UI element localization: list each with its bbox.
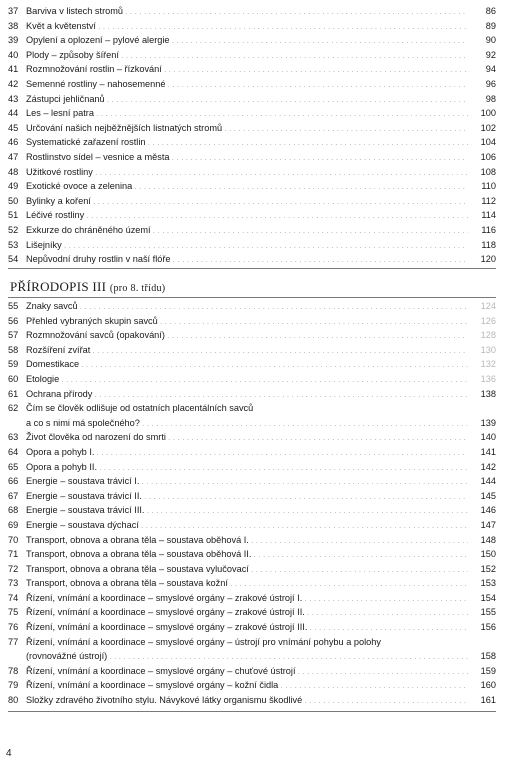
toc-entry [8, 357, 496, 372]
toc-entry [8, 649, 496, 664]
entry-page: 89 [485, 20, 496, 31]
entry-number: 37 [8, 6, 19, 16]
entry-page: 160 [480, 680, 496, 691]
entry-number: 43 [8, 93, 19, 104]
toc-entry [8, 92, 496, 107]
entry-page: 92 [485, 49, 496, 60]
entry-number: 71 [8, 549, 19, 560]
entry-title: Přehled vybraných skupin savců . . . [26, 314, 468, 331]
entry-number: 54 [8, 254, 19, 265]
entry-title: Transport, obnova a obrana těla – soustava kožní . . . [26, 576, 468, 593]
entry-number: 49 [8, 181, 19, 192]
entry-title: Čím se člověk odlišuje od ostatních placentálních savců [26, 403, 254, 414]
entry-number: 59 [8, 359, 19, 370]
entry-number: 62 [8, 403, 19, 414]
section-divider-bottom [8, 297, 496, 298]
entry-number: 50 [8, 195, 19, 206]
section-title: PŘÍRODOPIS III [10, 279, 107, 294]
entry-page: 136 [480, 373, 496, 384]
entry-page: 118 [481, 239, 496, 250]
entry-page: 142 [480, 461, 496, 472]
entry-number: 45 [8, 122, 19, 133]
toc-entry [8, 693, 496, 708]
entry-page: 96 [485, 78, 496, 89]
toc-entry [8, 474, 496, 489]
toc-entry [8, 401, 496, 416]
entry-title: Řízení, vnímání a koordinace – smyslové orgány – kožní čidla . . . [26, 678, 468, 695]
toc-entry [8, 518, 496, 533]
toc-entry [8, 194, 496, 209]
toc-entry [8, 591, 496, 606]
entry-number: 44 [8, 108, 19, 119]
entry-title: Řízení, vnímání a koordinace – smyslové orgány – zrakové ústrojí III. . . . [26, 620, 468, 637]
entry-page: 156 [480, 622, 496, 633]
entry-number: 78 [8, 665, 19, 676]
entry-title: a co s nimi má společného? . . . [26, 416, 468, 433]
entry-number: 67 [8, 490, 19, 501]
entry-page: 158 [480, 651, 496, 662]
toc-entry [8, 387, 496, 402]
entry-page: 114 [481, 210, 496, 221]
toc-list-part2 [8, 299, 496, 708]
entry-page: 140 [480, 432, 496, 443]
toc-entry [8, 635, 496, 650]
entry-title: Plody – způsoby šíření . . . [26, 48, 468, 65]
entry-number: 65 [8, 461, 19, 472]
entry-page: 161 [480, 695, 496, 706]
entry-number: 38 [8, 20, 19, 31]
entry-title: Nepůvodní druhy rostlin v naší flóře . . . [26, 252, 468, 269]
entry-number: 72 [8, 563, 19, 574]
toc-entry [8, 576, 496, 591]
toc-entry [8, 33, 496, 48]
list-end-divider [8, 711, 496, 712]
entry-number: 58 [8, 344, 19, 355]
entry-title: Rozmnožování savců (opakování) . . . [26, 328, 468, 345]
toc-entry [8, 605, 496, 620]
entry-title: Systematické zařazení rostlin . . . [26, 135, 468, 152]
entry-number: 48 [8, 166, 19, 177]
toc-entry [8, 314, 496, 329]
entry-title: Transport, obnova a obrana těla – soustava oběhová I. . . . [26, 533, 468, 550]
entry-title: Ochrana přírody . . . [26, 387, 468, 404]
entry-number: 55 [8, 301, 19, 311]
entry-page: 154 [480, 592, 496, 603]
entry-number: 68 [8, 505, 19, 516]
entry-title: Řízení, vnímání a koordinace – smyslové orgány – zrakové ústrojí II. . . . [26, 605, 468, 622]
entry-title: Energie – soustava trávicí III. . . . [26, 503, 468, 520]
toc-entry [8, 445, 496, 460]
entry-page: 130 [480, 344, 496, 355]
toc-entry [8, 62, 496, 77]
entry-number: 69 [8, 519, 19, 530]
entry-title: Energie – soustava dýchací . . . [26, 518, 468, 535]
entry-page: 144 [480, 476, 496, 487]
toc-entry [8, 372, 496, 387]
entry-page: 112 [481, 195, 496, 206]
toc-entry [8, 252, 496, 267]
entry-title: Znaky savců . . . [26, 299, 468, 316]
entry-title: Barviva v listech stromů . . . [26, 4, 468, 21]
entry-page: 145 [480, 490, 496, 501]
entry-number: 60 [8, 373, 19, 384]
entry-number: 47 [8, 151, 19, 162]
entry-title: Energie – soustava trávicí I. . . . [26, 474, 468, 491]
entry-number: 77 [8, 636, 19, 647]
entry-title: Transport, obnova a obrana těla – soustava vylučovací . . . [26, 562, 468, 579]
entry-page: 126 [480, 315, 496, 326]
toc-entry [8, 562, 496, 577]
entry-page: 159 [480, 665, 496, 676]
entry-title: Zástupci jehličnanů . . . [26, 92, 468, 109]
entry-number: 61 [8, 388, 19, 399]
entry-page: 152 [480, 563, 496, 574]
entry-title: Květ a květenství . . . [26, 19, 468, 36]
entry-title: Transport, obnova a obrana těla – soustava oběhová II. . . . [26, 547, 468, 564]
toc-entry [8, 106, 496, 121]
toc-entry [8, 328, 496, 343]
toc-entry [8, 460, 496, 475]
entry-page: 120 [480, 254, 496, 265]
entry-page: 155 [480, 607, 496, 618]
toc-entry [8, 299, 496, 314]
toc-entry [8, 489, 496, 504]
entry-title: Opora a pohyb I. . . . [26, 445, 468, 462]
section-subtitle: (pro 8. třídu) [109, 283, 166, 294]
entry-page: 132 [480, 359, 496, 370]
entry-page: 86 [485, 6, 496, 16]
entry-page: 90 [485, 35, 496, 46]
toc-entry [8, 620, 496, 635]
toc-entry [8, 150, 496, 165]
entry-page: 104 [480, 137, 496, 148]
toc-entry [8, 503, 496, 518]
entry-page: 94 [485, 64, 496, 75]
entry-title: Řízení, vnímání a koordinace – smyslové orgány – zrakové ústrojí I. . . . [26, 591, 468, 608]
entry-page: 150 [480, 549, 496, 560]
toc-entry [8, 4, 496, 19]
entry-title: Rozšíření zvířat . . . [26, 343, 468, 360]
entry-title: Les – lesní patra . . . [26, 106, 468, 123]
entry-title: Exkurze do chráněného území . . . [26, 223, 468, 240]
entry-number: 76 [8, 622, 19, 633]
entry-page: 100 [480, 108, 496, 119]
entry-title: (rovnovážné ústrojí) . . . [26, 649, 468, 666]
entry-number: 40 [8, 49, 19, 60]
toc-entry [8, 165, 496, 180]
entry-title: Energie – soustava trávicí II. . . . [26, 489, 468, 506]
toc-entry [8, 547, 496, 562]
toc-entry [8, 121, 496, 136]
entry-title: Rostlinstvo sídel – vesnice a města . . . [26, 150, 468, 167]
entry-number: 56 [8, 315, 19, 326]
toc-entry [8, 238, 496, 253]
entry-number: 46 [8, 137, 19, 148]
entry-page: 147 [480, 519, 496, 530]
page-number: 4 [6, 748, 12, 759]
entry-page: 139 [480, 417, 496, 428]
toc-entry [8, 223, 496, 238]
entry-title: Opora a pohyb II. . . . [26, 460, 468, 477]
entry-number: 53 [8, 239, 19, 250]
entry-title: Určování našich nejběžnějších listnatých stromů . . . [26, 121, 468, 138]
entry-title: Řízení, vnímání a koordinace – smyslové orgány – ústrojí pro vnímání pohybu a polohy [26, 636, 381, 647]
entry-title: Opylení a oplození – pylové alergie . . . [26, 33, 468, 50]
section-heading [10, 279, 165, 295]
entry-number: 79 [8, 680, 19, 691]
toc-entry [8, 77, 496, 92]
entry-page: 153 [480, 578, 496, 589]
entry-number: 75 [8, 607, 19, 618]
entry-page: 128 [480, 330, 496, 341]
entry-number: 74 [8, 592, 19, 603]
entry-number: 42 [8, 78, 19, 89]
entry-title: Život člověka od narození do smrti . . . [26, 430, 468, 447]
toc-entry [8, 208, 496, 223]
entry-page: 146 [480, 505, 496, 516]
entry-title: Exotické ovoce a zelenina . . . [26, 179, 468, 196]
entry-number: 70 [8, 534, 19, 545]
toc-entry [8, 430, 496, 445]
entry-page: 116 [481, 224, 496, 235]
entry-title: Bylinky a koření . . . [26, 194, 468, 211]
entry-number: 63 [8, 432, 19, 443]
entry-number: 80 [8, 695, 19, 706]
toc-list-part1 [8, 4, 496, 267]
entry-number: 57 [8, 330, 19, 341]
toc-entry [8, 179, 496, 194]
entry-page: 110 [481, 181, 496, 192]
toc-entry [8, 135, 496, 150]
entry-page: 102 [480, 122, 496, 133]
toc-entry [8, 343, 496, 358]
entry-number: 39 [8, 35, 19, 46]
entry-number: 52 [8, 224, 19, 235]
entry-number: 41 [8, 64, 19, 75]
entry-page: 108 [480, 166, 496, 177]
entry-title: Užitkové rostliny . . . [26, 165, 468, 182]
entry-title: Lišejníky . . . [26, 238, 468, 255]
entry-title: Semenné rostliny – nahosemenné . . . [26, 77, 468, 94]
toc-entry [8, 533, 496, 548]
entry-number: 73 [8, 578, 19, 589]
entry-page: 98 [485, 93, 496, 104]
entry-number: 64 [8, 446, 19, 457]
entry-title: Domestikace . . . [26, 357, 468, 374]
entry-page: 141 [480, 446, 496, 457]
entry-title: Rozmnožování rostlin – řízkování . . . [26, 62, 468, 79]
entry-page: 106 [480, 151, 496, 162]
toc-entry [8, 19, 496, 34]
entry-title: Řízení, vnímání a koordinace – smyslové orgány – chuťové ústrojí . . . [26, 664, 468, 681]
toc-entry [8, 664, 496, 679]
entry-title: Etologie . . . [26, 372, 468, 389]
toc-entry [8, 678, 496, 693]
entry-page: 148 [480, 534, 496, 545]
entry-page: 138 [480, 388, 496, 399]
toc-entry [8, 416, 496, 431]
toc-entry [8, 48, 496, 63]
section-divider-top [8, 268, 496, 269]
entry-number: 66 [8, 476, 19, 487]
entry-title: Složky zdravého životního stylu. Návykové látky organismu škodlivé . . . [26, 693, 468, 710]
entry-title: Léčivé rostliny . . . [26, 208, 468, 225]
entry-page: 124 [480, 301, 496, 311]
entry-number: 51 [8, 210, 19, 221]
